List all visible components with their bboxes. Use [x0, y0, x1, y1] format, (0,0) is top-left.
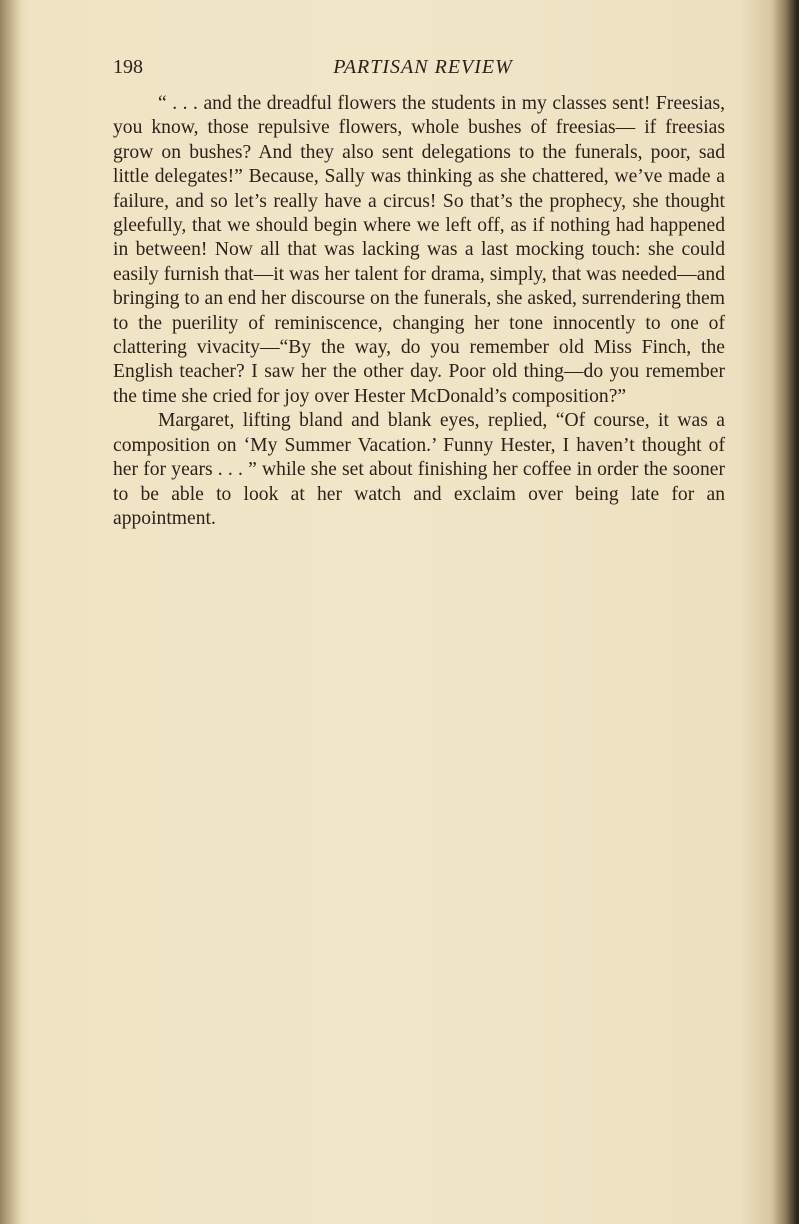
binding-gutter: [0, 0, 22, 1224]
page-header: [113, 56, 723, 86]
body-text: [113, 92, 725, 531]
page-edge-shadow: [773, 0, 799, 1224]
paragraph: Margaret, lifting bland and blank eyes, replied, “Of course, it was a composition on ‘My Summer Vacation.’ Funny Hester, I haven’t thought of her for years . . . ” while she set about finishing her coffee in order the sooner to be able to look at her watch and exclaim over being late for an appointment.: [113, 410, 725, 529]
page-number: 198: [113, 56, 143, 78]
running-head: PARTISAN REVIEW: [333, 56, 513, 78]
paragraph: “ . . . and the dreadful flowers the students in my classes sent! Freesias, you know, those repulsive flowers, whole bushes of freesias— if freesias grow on bushes? And they also sent delegations to the funerals, poor, sad little delegates!” Because, Sally was thinking as she chattered, we’ve made a failure, and so let’s really have a circus! So that’s the prophecy, she thought gleefully, that we should begin where we left off, as if nothing had happened in between! Now all that was lacking was a last mocking touch: she could easily furnish that—it was her talent for drama, simply, that was needed—and bringing to an end her discourse on the funerals, she asked, surrendering them to the puerility of reminiscence, changing her tone innocently to one of clattering vivacity—“By the way, do you remember old Miss Finch, the English teacher? I saw her the other day. Poor old thing—do you remember the time she cried for joy over Hester McDonald’s composition?”: [113, 93, 725, 407]
